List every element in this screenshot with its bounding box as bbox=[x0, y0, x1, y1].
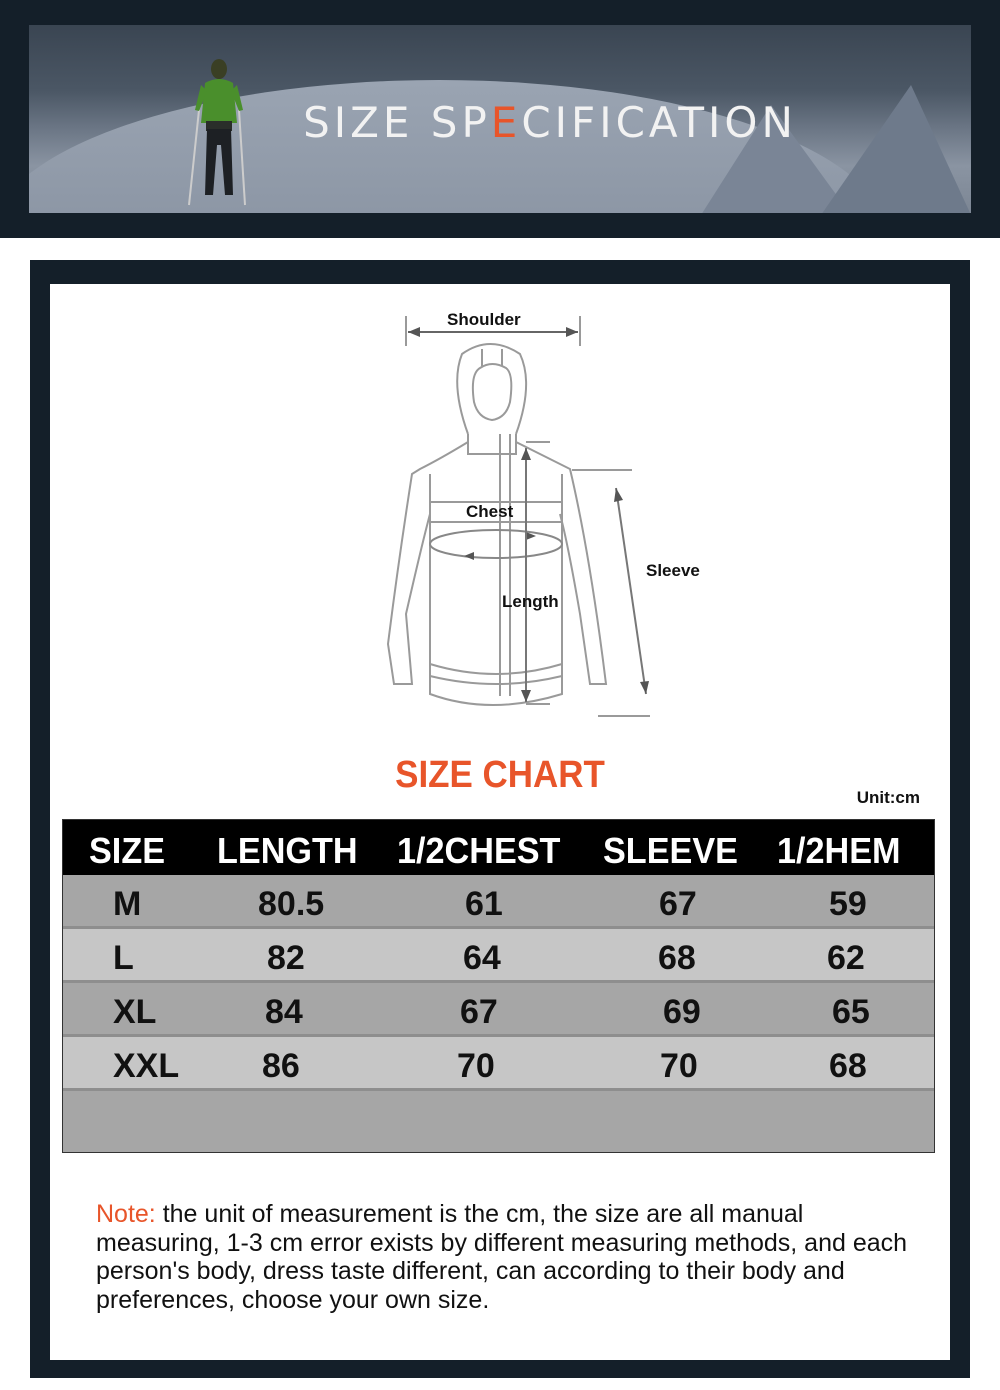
shoulder-label: Shoulder bbox=[447, 310, 521, 329]
column-header-size: SIZE bbox=[89, 830, 166, 871]
cell-length: 80.5 bbox=[258, 885, 325, 923]
cell-sleeve: 67 bbox=[659, 885, 697, 923]
table-row bbox=[63, 983, 934, 1037]
banner bbox=[0, 0, 1000, 238]
measurement-note bbox=[96, 1200, 916, 1314]
chest-label: Chest bbox=[466, 502, 514, 521]
cell-size: L bbox=[113, 939, 134, 977]
title-accent-letter: E bbox=[490, 98, 522, 147]
note-label: Note: bbox=[96, 1200, 156, 1228]
column-header-half-chest: 1/2CHEST bbox=[397, 830, 561, 871]
cell-size: M bbox=[113, 885, 142, 923]
cell-size: XL bbox=[113, 993, 157, 1031]
jacket-measurement-diagram bbox=[350, 304, 730, 724]
cell-length: 84 bbox=[265, 993, 303, 1031]
cell-sleeve: 70 bbox=[660, 1047, 698, 1085]
banner-title bbox=[0, 98, 1000, 147]
length-label: Length bbox=[502, 592, 559, 611]
unit-label: Unit:cm bbox=[856, 788, 920, 807]
cell-sleeve: 69 bbox=[663, 993, 701, 1031]
cell-length: 82 bbox=[267, 939, 305, 977]
table-row bbox=[63, 875, 934, 929]
cell-size: XXL bbox=[113, 1047, 180, 1085]
table-header-row bbox=[63, 820, 934, 875]
cell-sleeve: 68 bbox=[658, 939, 696, 977]
sleeve-label: Sleeve bbox=[646, 561, 700, 580]
note-text: the unit of measurement is the cm, the size are all manual measuring, 1-3 cm error exists by different measuring methods, and each person's body, dress taste different, can according to their body and preferences, choose your own size. bbox=[96, 1200, 908, 1314]
size-chart-title: SIZE CHART bbox=[395, 754, 605, 796]
jacket-outline-icon bbox=[350, 304, 730, 724]
cell-length: 86 bbox=[262, 1047, 300, 1085]
table-row bbox=[63, 1037, 934, 1091]
cell-half-chest: 64 bbox=[463, 939, 501, 977]
size-table bbox=[62, 819, 935, 1153]
cell-half-hem: 62 bbox=[827, 939, 865, 977]
cell-half-chest: 70 bbox=[457, 1047, 495, 1085]
table-row bbox=[63, 929, 934, 983]
column-header-half-hem: 1/2HEM bbox=[777, 830, 901, 871]
column-header-sleeve: SLEEVE bbox=[603, 830, 738, 871]
title-text: SIZE SP bbox=[303, 98, 491, 147]
size-chart-frame bbox=[30, 260, 970, 1378]
cell-half-hem: 65 bbox=[832, 993, 870, 1031]
cell-half-chest: 67 bbox=[460, 993, 498, 1031]
title-text: CIFICATION bbox=[521, 98, 797, 147]
column-header-length: LENGTH bbox=[217, 830, 358, 871]
cell-half-hem: 68 bbox=[829, 1047, 867, 1085]
cell-half-chest: 61 bbox=[465, 885, 503, 923]
table-row-empty bbox=[63, 1091, 934, 1146]
cell-half-hem: 59 bbox=[829, 885, 867, 923]
size-chart-panel bbox=[50, 284, 950, 1360]
